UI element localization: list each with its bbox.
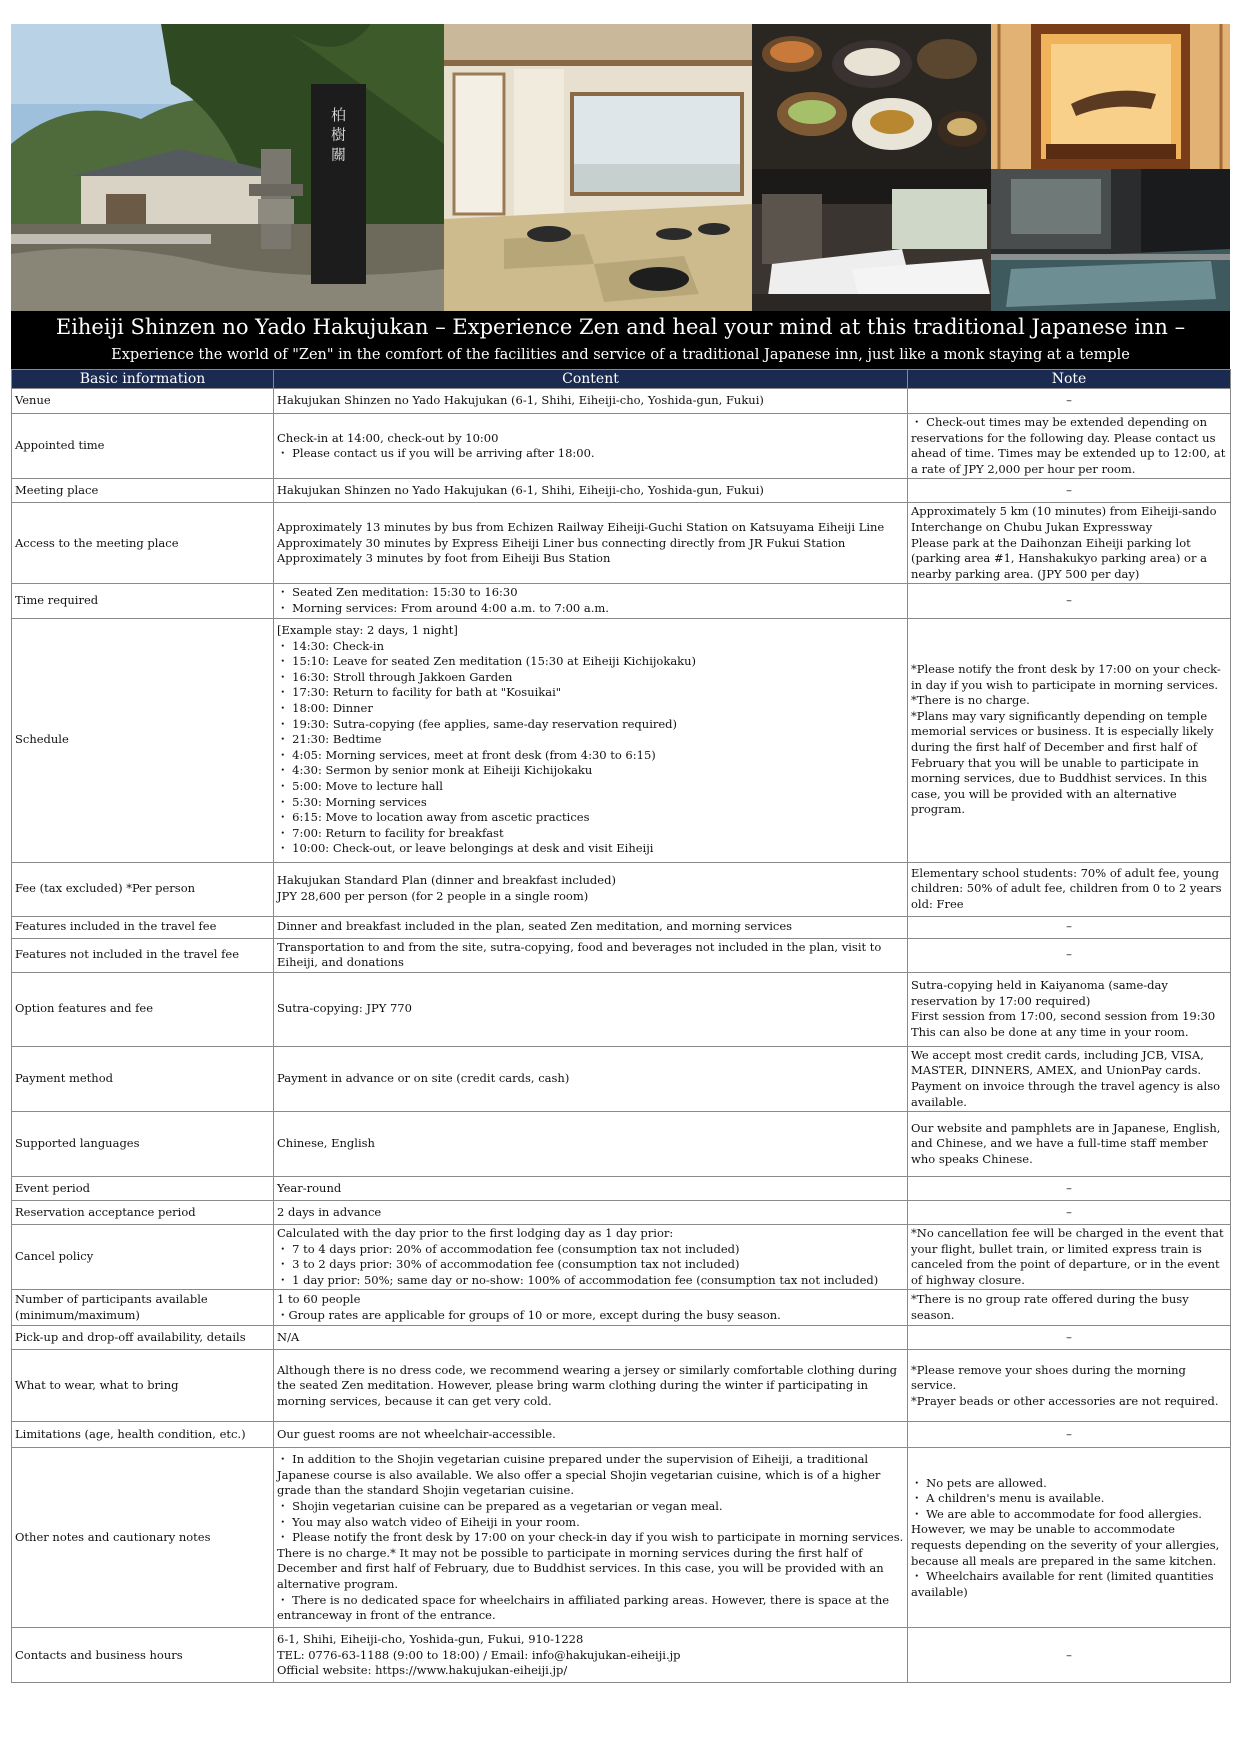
table-row (12, 862, 1231, 916)
row-content: Year-round (274, 1177, 908, 1201)
row-label: Cancel policy (12, 1225, 274, 1290)
row-note: Our website and pamphlets are in Japanese, English, and Chinese, and we have a full-time staff member who speaks Chinese. (908, 1112, 1231, 1177)
row-note: We accept most credit cards, including JCB, VISA, MASTER, DINNERS, AMEX, and UnionPay cards. Payment on invoice through the travel agency is also available. (908, 1046, 1231, 1111)
row-content: Hakujukan Standard Plan (dinner and breakfast included) JPY 28,600 per person (for 2 people in a single room) (274, 862, 908, 916)
row-note: *There is no group rate offered during the busy season. (908, 1290, 1231, 1326)
table-row (12, 618, 1231, 862)
table-row (12, 1326, 1231, 1350)
row-note: – (908, 1177, 1231, 1201)
info-table (11, 369, 1231, 1683)
row-label: Schedule (12, 618, 274, 862)
row-note: – (908, 479, 1231, 503)
table-row (12, 1422, 1231, 1448)
table-row (12, 1046, 1231, 1111)
table-row (12, 479, 1231, 503)
row-note: – (908, 1628, 1231, 1683)
row-content: Calculated with the day prior to the first lodging day as 1 day prior: ・ 7 to 4 days prior: 20% of accommodation fee (consumption tax not included) ・ 3 to 2 days prior: 30% of accommodation fee (consumption tax not included) ・ 1 day prior: 50%; same day or no-show: 100% of accommodation fee (consumption tax not included) (274, 1225, 908, 1290)
row-content: Hakujukan Shinzen no Yado Hakujukan (6-1, Shihi, Eiheiji-cho, Yoshida-gun, Fukui) (274, 479, 908, 503)
row-content: Check-in at 14:00, check-out by 10:00 ・ Please contact us if you will be arriving after 18:00. (274, 414, 908, 479)
table-row (12, 1225, 1231, 1290)
table-row (12, 1448, 1231, 1628)
table-row (12, 1112, 1231, 1177)
row-note: Approximately 5 km (10 minutes) from Eiheiji-sando Interchange on Chubu Jukan Expressway Please park at the Daihonzan Eiheiji parking lot (parking area #1, Hanshakukyo parking area) or a nearby parking area. (JPY 500 per day) (908, 503, 1231, 584)
row-label: Event period (12, 1177, 274, 1201)
row-note: ・ Check-out times may be extended depending on reservations for the following day. Please contact us ahead of time. Times may be extended up to 12:00, at a rate of JPY 2,000 per hour per room. (908, 414, 1231, 479)
row-content: Payment in advance or on site (credit cards, cash) (274, 1046, 908, 1111)
row-label: Contacts and business hours (12, 1628, 274, 1683)
row-label: Time required (12, 584, 274, 618)
row-label: Limitations (age, health condition, etc.) (12, 1422, 274, 1448)
page-title: Eiheiji Shinzen no Yado Hakujukan – Experience Zen and heal your mind at this traditional Japanese inn – (55, 315, 1186, 339)
table-row (12, 584, 1231, 618)
row-note: – (908, 916, 1231, 938)
row-note: – (908, 584, 1231, 618)
photo-bath (991, 169, 1230, 311)
row-label: Features included in the travel fee (12, 916, 274, 938)
row-content: Our guest rooms are not wheelchair-accessible. (274, 1422, 908, 1448)
row-note: – (908, 1422, 1231, 1448)
row-content: ・ In addition to the Shojin vegetarian cuisine prepared under the supervision of Eiheiji, a traditional Japanese course is also available. We also offer a special Shojin vegetarian cuisine, which is of a higher grade than the standard Shojin vegetarian cuisine. ・ Shojin vegetarian cuisine can be prepared as a vegetarian or vegan meal. ・ You may also watch video of Eiheiji in your room. ・ Please notify the front desk by 17:00 on your check-in day if you wish to participate in morning services. There is no charge.* It may not be possible to participate in morning services during the first half of December and first half of February, due to Buddhist services. In this case, you will be provided with an alternative program. ・ There is no dedicated space for wheelchairs in affiliated parking areas. However, there is space at the entranceway in front of the entrance. (274, 1448, 908, 1628)
table-row (12, 1201, 1231, 1225)
row-note: Sutra-copying held in Kaiyanoma (same-day reservation by 17:00 required) First session from 17:00, second session from 19:30 This can also be done at any time in your room. (908, 972, 1231, 1046)
row-content: 2 days in advance (274, 1201, 908, 1225)
row-label: Appointed time (12, 414, 274, 479)
row-label: Payment method (12, 1046, 274, 1111)
photo-collage (11, 24, 1230, 311)
row-note: – (908, 1326, 1231, 1350)
row-label: Option features and fee (12, 972, 274, 1046)
row-note: *No cancellation fee will be charged in the event that your flight, bullet train, or limited express train is canceled from the point of departure, or in the event of highway closure. (908, 1225, 1231, 1290)
row-content: 6-1, Shihi, Eiheiji-cho, Yoshida-gun, Fukui, 910-1228 TEL: 0776-63-1188 (9:00 to 18:00) / Email: info@hakujukan-eiheiji.jp Official website: https://www.hakujukan-eiheiji.jp/ (274, 1628, 908, 1683)
table-row (12, 1290, 1231, 1326)
page-subtitle: Experience the world of "Zen" in the comfort of the facilities and service of a traditional Japanese inn, just like a monk staying at a temple (111, 347, 1130, 363)
photo-guest-room (752, 169, 991, 311)
table-row (12, 1628, 1231, 1683)
row-note: – (908, 389, 1231, 414)
row-note: *Please notify the front desk by 17:00 on your check-in day if you wish to participate in morning services. *There is no charge. *Plans may vary significantly depending on temple memorial services or business. It is especially likely during the first half of December and first half of February that you will be unable to participate in morning services, due to Buddhist services. In this case, you will be provided with an alternative program. (908, 618, 1231, 862)
table-row (12, 938, 1231, 972)
photo-meditation-room (444, 24, 752, 311)
row-content: Hakujukan Shinzen no Yado Hakujukan (6-1, Shihi, Eiheiji-cho, Yoshida-gun, Fukui) (274, 389, 908, 414)
row-content: Approximately 13 minutes by bus from Echizen Railway Eiheiji-Guchi Station on Katsuyama Eiheiji Line Approximately 30 minutes by Express Eiheiji Liner bus connecting directly from JR Fukui Station Approximately 3 minutes by foot from Eiheiji Bus Station (274, 503, 908, 584)
row-label: Venue (12, 389, 274, 414)
column-header: Basic information (12, 370, 274, 389)
table-row (12, 916, 1231, 938)
row-label: Number of participants available (minimum/maximum) (12, 1290, 274, 1326)
row-content: 1 to 60 people ・Group rates are applicable for groups of 10 or more, except during the busy season. (274, 1290, 908, 1326)
row-content: Chinese, English (274, 1112, 908, 1177)
row-content: ・ Seated Zen meditation: 15:30 to 16:30 ・ Morning services: From around 4:00 a.m. to 7:00 a.m. (274, 584, 908, 618)
row-content: Transportation to and from the site, sutra-copying, food and beverages not included in the plan, visit to Eiheiji, and donations (274, 938, 908, 972)
row-content: Sutra-copying: JPY 770 (274, 972, 908, 1046)
row-content: Dinner and breakfast included in the plan, seated Zen meditation, and morning services (274, 916, 908, 938)
row-note: – (908, 1201, 1231, 1225)
photo-alcove (991, 24, 1230, 169)
row-content: N/A (274, 1326, 908, 1350)
row-note: – (908, 938, 1231, 972)
table-row (12, 503, 1231, 584)
table-row (12, 414, 1231, 479)
column-header: Content (274, 370, 908, 389)
table-header-row (12, 370, 1231, 389)
inn-sign-text: 柏 樹 關 (329, 106, 347, 162)
row-note: ・ No pets are allowed. ・ A children's menu is available. ・ We are able to accommodate for food allergies. However, we may be unable to accommodate requests depending on the severity of your allergies, because all meals are prepared in the same kitchen. ・ Wheelchairs available for rent (limited quantities available) (908, 1448, 1231, 1628)
table-row (12, 1350, 1231, 1422)
table-row (12, 389, 1231, 414)
row-label: Other notes and cautionary notes (12, 1448, 274, 1628)
row-label: What to wear, what to bring (12, 1350, 274, 1422)
row-label: Pick-up and drop-off availability, details (12, 1326, 274, 1350)
row-content: Although there is no dress code, we recommend wearing a jersey or similarly comfortable clothing during the seated Zen meditation. However, please bring warm clothing during the winter if participating in morning services, because it can get very cold. (274, 1350, 908, 1422)
row-note: Elementary school students: 70% of adult fee, young children: 50% of adult fee, children from 0 to 2 years old: Free (908, 862, 1231, 916)
row-note: *Please remove your shoes during the morning service. *Prayer beads or other accessories are not required. (908, 1350, 1231, 1422)
row-label: Reservation acceptance period (12, 1201, 274, 1225)
photo-inn-exterior (11, 24, 444, 311)
row-label: Features not included in the travel fee (12, 938, 274, 972)
row-label: Fee (tax excluded) *Per person (12, 862, 274, 916)
row-label: Access to the meeting place (12, 503, 274, 584)
photo-meal (752, 24, 991, 169)
table-row (12, 972, 1231, 1046)
title-banner (11, 311, 1230, 369)
table-row (12, 1177, 1231, 1201)
row-content: [Example stay: 2 days, 1 night] ・ 14:30: Check-in ・ 15:10: Leave for seated Zen meditation (15:30 at Eiheiji Kichijokaku) ・ 16:30: Stroll through Jakkoen Garden ・ 17:30: Return to facility for bath at "Kosuikai" ・ 18:00: Dinner ・ 19:30: Sutra-copying (fee applies, same-day reservation required) ・ 21:30: Bedtime ・ 4:05: Morning services, meet at front desk (from 4:30 to 6:15) ・ 4:30: Sermon by senior monk at Eiheiji Kichijokaku ・ 5:00: Move to lecture hall ・ 5:30: Morning services ・ 6:15: Move to location away from ascetic practices ・ 7:00: Return to facility for breakfast ・ 10:00: Check-out, or leave belongings at desk and visit Eiheiji (274, 618, 908, 862)
row-label: Meeting place (12, 479, 274, 503)
row-label: Supported languages (12, 1112, 274, 1177)
column-header: Note (908, 370, 1231, 389)
